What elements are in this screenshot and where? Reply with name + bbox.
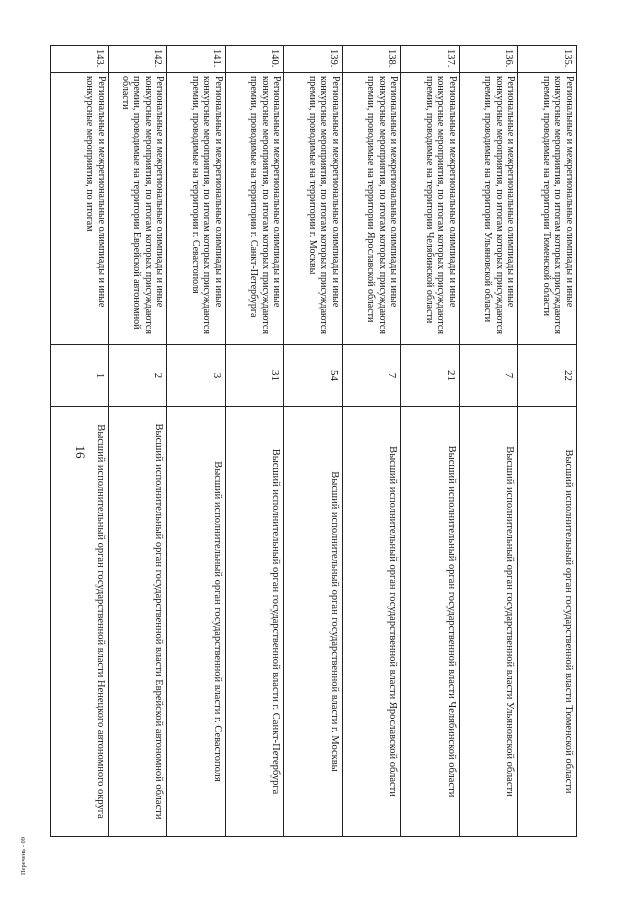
table-row <box>167 45 226 837</box>
table-row <box>401 45 460 837</box>
event-count-cell: 7 <box>343 345 401 407</box>
table-row <box>109 45 168 837</box>
table-row <box>343 45 402 837</box>
event-count-cell: 7 <box>460 345 518 407</box>
row-number-cell: 136. <box>460 45 518 73</box>
event-count-cell: 21 <box>401 345 459 407</box>
footer-label: Перечень - 09 <box>20 836 27 876</box>
organizer-cell: Высший исполнительный орган государственной власти г. Санкт-Петербурга <box>226 407 284 837</box>
row-number-cell: 135. <box>518 45 576 73</box>
organizer-cell: Высший исполнительный орган государственной власти Ненецкого автономного округа <box>50 407 108 837</box>
event-name-cell: Региональные и межрегиональные олимпиады и иные конкурсные мероприятия, по итогам которых присуждаются премии, проводимые на территории Еврейской автономной области <box>109 73 167 345</box>
organizer-cell: Высший исполнительный орган государственной власти Тюменской области <box>518 407 576 837</box>
olympiad-table <box>50 45 577 837</box>
table-row <box>50 45 109 837</box>
row-number-cell: 139. <box>284 45 342 73</box>
row-number-cell: 138. <box>343 45 401 73</box>
event-count-cell: 1 <box>50 345 108 407</box>
row-number-cell: 140. <box>226 45 284 73</box>
table-row <box>284 45 343 837</box>
event-name-cell: Региональные и межрегиональные олимпиады и иные конкурсные мероприятия, по итогам которых присуждаются премии, проводимые на территории Ярославской области <box>343 73 401 345</box>
event-count-cell: 54 <box>284 345 342 407</box>
event-name-cell: Региональные и межрегиональные олимпиады и иные конкурсные мероприятия, по итогам которых присуждаются премии, проводимые на территории г. Санкт-Петербурга <box>226 73 284 345</box>
row-number-cell: 142. <box>109 45 167 73</box>
organizer-cell: Высший исполнительный орган государственной власти Ульяновской области <box>460 407 518 837</box>
table-row <box>460 45 519 837</box>
organizer-cell: Высший исполнительный орган государственной власти Ярославской области <box>343 407 401 837</box>
table-row <box>226 45 285 837</box>
event-name-cell: Региональные и межрегиональные олимпиады и иные конкурсные мероприятия, по итогам которых присуждаются премии, проводимые на территории Тюменской области <box>518 73 576 345</box>
row-number-cell: 141. <box>167 45 225 73</box>
event-count-cell: 2 <box>109 345 167 407</box>
row-number-cell: 143. <box>50 45 108 73</box>
event-name-cell: Региональные и межрегиональные олимпиады и иные конкурсные мероприятия, по итогам которых присуждаются премии, проводимые на территории Челябинской области <box>401 73 459 345</box>
table-row <box>518 45 577 837</box>
event-count-cell: 31 <box>226 345 284 407</box>
event-count-cell: 3 <box>167 345 225 407</box>
event-count-cell: 22 <box>518 345 576 407</box>
table-container <box>50 45 577 837</box>
organizer-cell: Высший исполнительный орган государственной власти г. Москвы <box>284 407 342 837</box>
organizer-cell: Высший исполнительный орган государственной власти г. Севастополя <box>167 407 225 837</box>
organizer-cell: Высший исполнительный орган государственной власти Еврейской автономной области <box>109 407 167 837</box>
page-number: 16 <box>73 445 88 459</box>
event-name-cell: Региональные и межрегиональные олимпиады и иные конкурсные мероприятия, по итогам которых присуждаются премии, проводимые на территории г. Севастополя <box>167 73 225 345</box>
event-name-cell: Региональные и межрегиональные олимпиады и иные конкурсные мероприятия, по итогам которых присуждаются премии, проводимые на территории г. Москвы <box>284 73 342 345</box>
event-name-cell: Региональные и межрегиональные олимпиады и иные конкурсные мероприятия, по итогам которых присуждаются премии, проводимые на территории Ульяновской области <box>460 73 518 345</box>
row-number-cell: 137. <box>401 45 459 73</box>
organizer-cell: Высший исполнительный орган государственной власти Челябинской области <box>401 407 459 837</box>
event-name-cell: Региональные и межрегиональные олимпиады и иные конкурсные мероприятия, по итогам <box>50 73 108 345</box>
